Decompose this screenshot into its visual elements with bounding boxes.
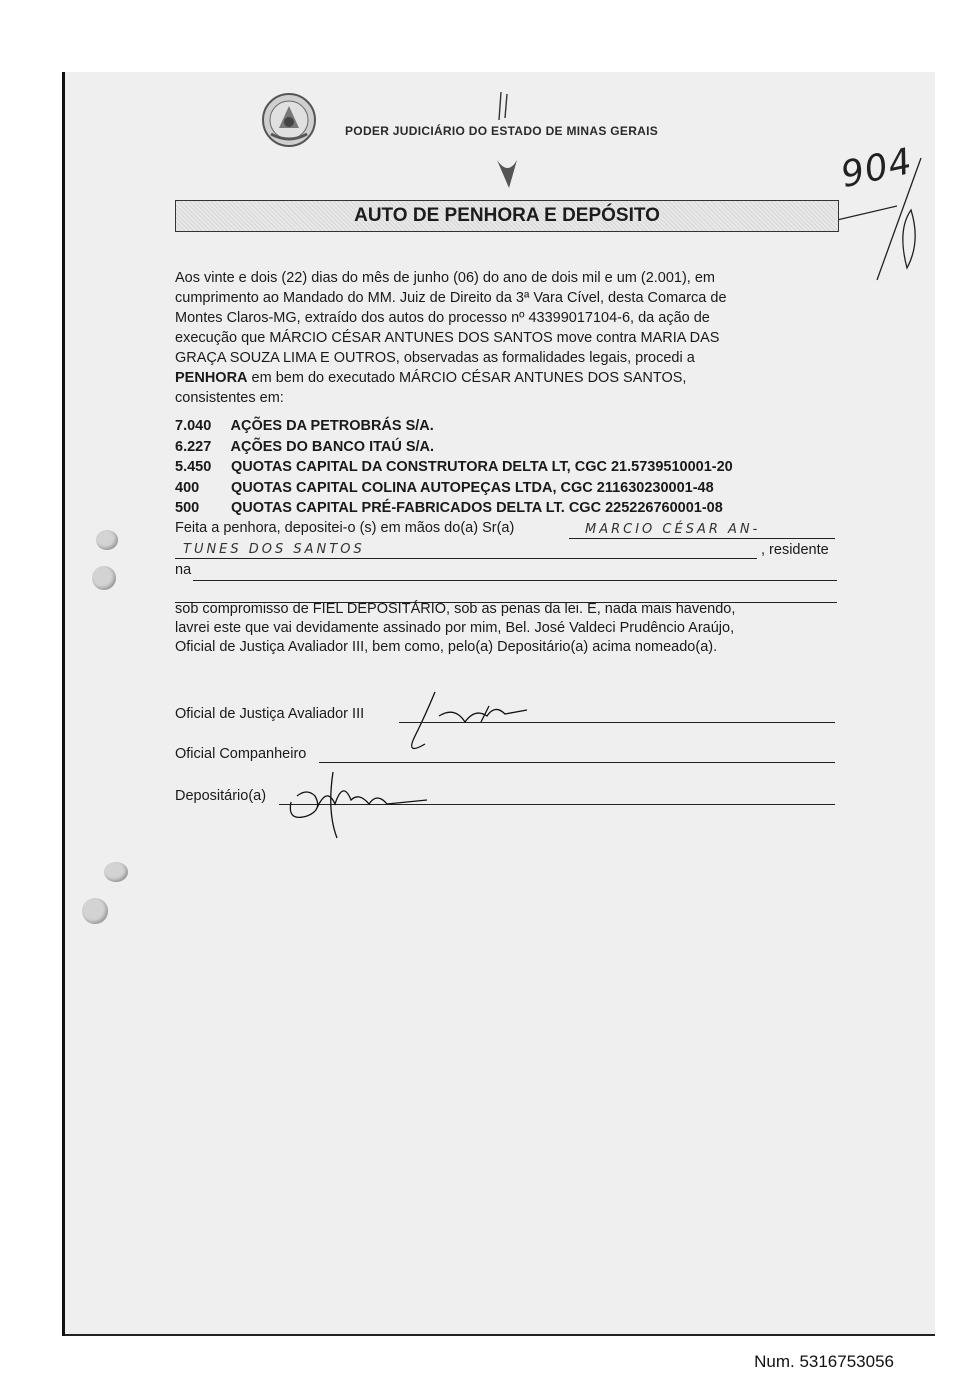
address-label: na — [175, 562, 192, 578]
coat-of-arms-seal-icon — [261, 92, 317, 148]
item-quantity: 6.227 — [175, 438, 212, 455]
item-description: AÇÕES DA PETROBRÁS S/A. — [230, 418, 434, 434]
item-description: QUOTAS CAPITAL COLINA AUTOPEÇAS LTDA, CGC 211630230001-48 — [231, 479, 714, 496]
address-underline — [193, 580, 837, 581]
body-line: GRAÇA SOUZA LIMA E OUTROS, observadas as formalidades legais, procedi a — [175, 350, 695, 366]
list-item — [175, 416, 845, 437]
closing-line: Oficial de Justiça Avaliador III, bem como, pelo(a) Depositário(a) acima nomeado(a). — [175, 639, 718, 655]
depositario-underline — [569, 538, 835, 539]
body-line: Aos vinte e dois (22) dias do mês de junho (06) do ano de dois mil e um (2.001), em — [175, 270, 716, 286]
document-number: Num. 5316753056 — [754, 1352, 894, 1371]
rubric-mark — [837, 150, 935, 270]
item-quantity: 500 — [175, 500, 200, 516]
punch-hole — [92, 566, 116, 590]
page-number-mark: 904 — [837, 140, 917, 197]
body-line: execução que MÁRCIO CÉSAR ANTUNES DOS SANTOS move contra MARIA DAS — [175, 330, 720, 346]
body-paragraph — [175, 268, 841, 408]
court-header: PODER JUDICIÁRIO DO ESTADO DE MINAS GERAIS — [345, 124, 659, 138]
depositario-underline-2 — [175, 558, 757, 559]
companheiro-signature-label: Oficial Companheiro — [175, 746, 307, 762]
scanned-page — [62, 72, 935, 1336]
item-quantity: 400 — [175, 479, 200, 496]
oficial-signature-label: Oficial de Justiça Avaliador III — [175, 706, 365, 722]
item-quantity: 7.040 — [175, 418, 212, 434]
list-item — [175, 498, 845, 519]
body-line: consistentes em: — [175, 390, 284, 406]
handwritten-depositario-name-1: MARCIO CÉSAR AN- — [585, 522, 761, 537]
handwritten-depositario-name-2: TUNES DOS SANTOS — [183, 542, 365, 557]
punch-hole — [82, 898, 108, 924]
closing-line: sob compromisso de FIEL DEPOSITÁRIO, sob as penas da lei. E, nada mais havendo, — [175, 601, 736, 617]
document-title: AUTO DE PENHORA E DEPÓSITO — [175, 200, 839, 232]
item-description: AÇÕES DO BANCO ITAÚ S/A. — [230, 438, 435, 455]
depositario-prefix: Feita a penhora, depositei-o (s) em mãos do(a) Sr(a) — [175, 520, 515, 536]
depositario-handwritten-signature — [277, 752, 437, 842]
item-description: QUOTAS CAPITAL DA CONSTRUTORA DELTA LT, CGC 21.5739510001-20 — [231, 459, 733, 475]
ink-mark — [493, 90, 523, 190]
depositario-signature-label: Depositário(a) — [175, 788, 267, 804]
body-line: Montes Claros-MG, extraído dos autos do processo nº 43399017104-6, da ação de — [175, 310, 710, 326]
item-quantity: 5.450 — [175, 459, 212, 475]
punch-hole — [104, 862, 128, 882]
body-line — [175, 368, 841, 388]
closing-line: lavrei este que vai devidamente assinado por mim, Bel. José Valdeci Prudêncio Araújo, — [175, 620, 735, 636]
penhora-word: PENHORA — [175, 370, 248, 386]
seized-items-list — [175, 416, 845, 519]
closing-paragraph — [175, 600, 841, 657]
list-item — [175, 478, 845, 499]
body-line-rest: em bem do executado MÁRCIO CÉSAR ANTUNES DOS SANTOS, — [247, 370, 687, 386]
residente-label: , residente — [761, 542, 829, 558]
punch-hole — [96, 530, 118, 550]
body-line: cumprimento ao Mandado do MM. Juiz de Direito da 3ª Vara Cível, desta Comarca de — [175, 290, 727, 306]
item-description: QUOTAS CAPITAL PRÉ-FABRICADOS DELTA LT. CGC 225226760001-08 — [231, 500, 723, 516]
list-item — [175, 437, 845, 458]
list-item — [175, 457, 845, 478]
